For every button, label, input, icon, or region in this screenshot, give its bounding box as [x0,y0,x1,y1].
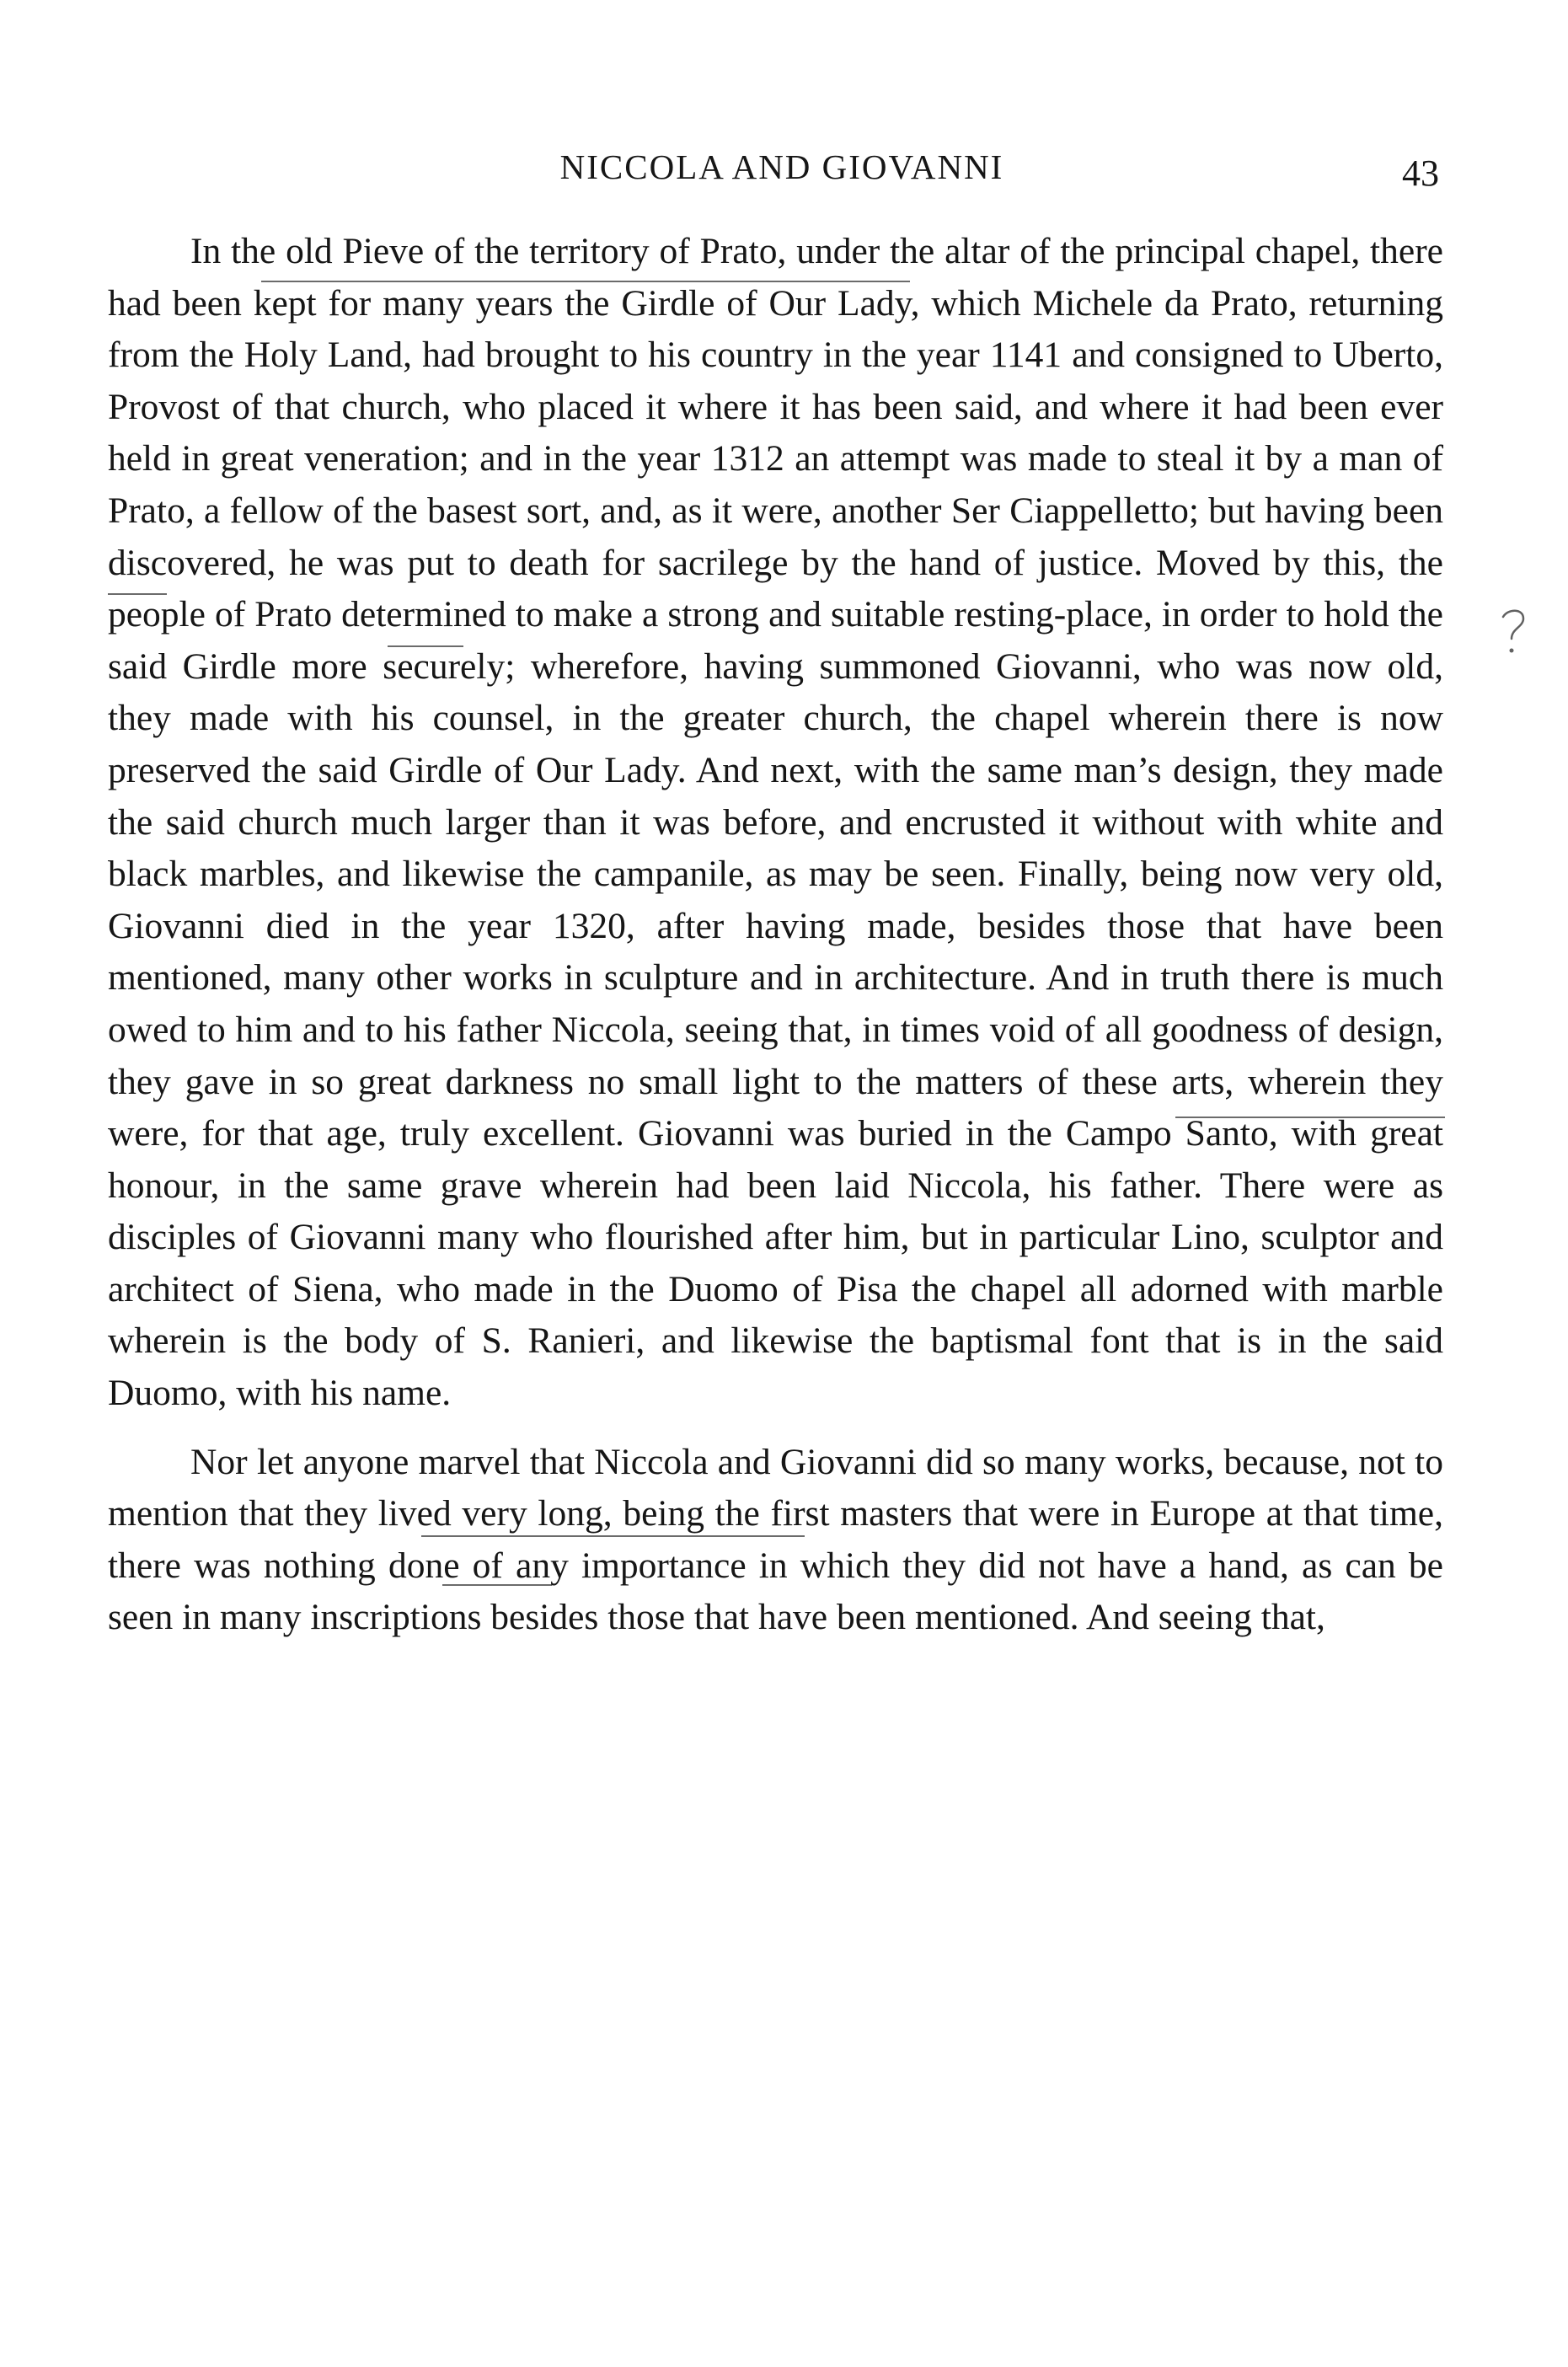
body-text [108,226,1443,1644]
pencil-underline [261,281,910,282]
pencil-question-mark-icon [1498,607,1532,666]
paragraph-1: In the old Pieve of the territory of Prato, under the altar of the principal chapel, there had been kept for many years the Girdle of Our Lady, which Michele da Prato, returning from the Holy Land, had brought to his country in the year 1141 and consigned to Uberto, Provost of that church, who placed it where it has been said, and where it had been ever held in great veneration; and in the year 1312 an attempt was made to steal it by a man of Prato, a fellow of the basest sort, and, as it were, another Ser Ciappelletto; but having been discovered, he was put to death for sacrilege by the hand of justice. Moved by this, the people of Prato determined to make a strong and suitable resting-place, in order to hold the said Girdle more securely; wherefore, having summoned Giovanni, who was now old, they made with his counsel, in the greater church, the chapel wherein there is now preserved the said Girdle of Our Lady. And next, with the same man’s design, they made the said church much larger than it was before, and encrusted it without with white and black marbles, and likewise the campanile, as may be seen. Finally, being now very old, Giovanni died in the year 1320, after having made, besides those that have been mentioned, many other works in sculpture and in architecture. And in truth there is much owed to him and to his father Niccola, seeing that, in times void of all goodness of design, they gave in so great darkness no small light to the matters of these arts, wherein they were, for that age, truly excellent. Giovanni was buried in the Campo Santo, with great honour, in the same grave wherein had been laid Niccola, his father. There were as disciples of Giovanni many who flourished after him, but in particular Lino, sculptor and architect of Siena, who made in the Duomo of Pisa the chapel all adorned with marble wherein is the body of S. Ranieri, and likewise the baptismal font that is in the said Duomo, with his name. [108,231,1443,1414]
pencil-underline [1175,1117,1445,1118]
pencil-underline [442,1584,552,1586]
running-head [108,142,1456,192]
pencil-underline [421,1535,805,1537]
paragraph-2: Nor let anyone marvel that Niccola and Giovanni did so many works, because, not to mention that they lived very long, being the first masters that were in Europe at that time, there was nothing done of any importance in which they did not have a hand, as can be seen in many inscriptions besides those that have been mentioned. And seeing that, [108,1441,1443,1638]
running-title: NICCOLA AND GIOVANNI [559,147,1004,186]
page-number: 43 [1402,153,1439,194]
pencil-underline [388,645,463,647]
pencil-underline [108,593,167,595]
